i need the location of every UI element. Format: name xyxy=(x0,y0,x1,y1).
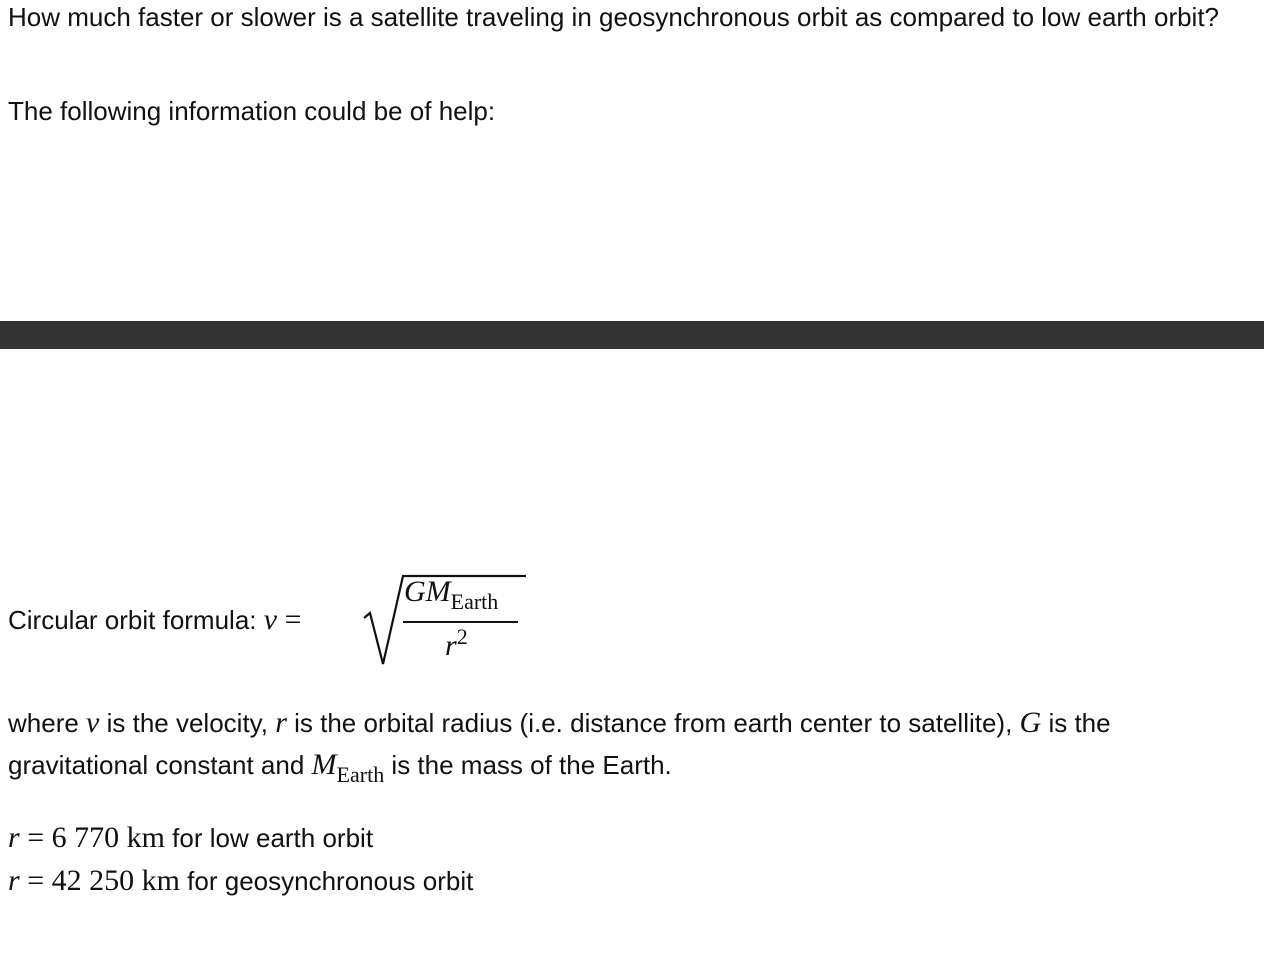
explanation-text: is the orbital radius (i.e. distance from earth center to satellite), xyxy=(286,708,1020,738)
mass-symbol: M xyxy=(311,748,337,781)
radius-value: 42 250 xyxy=(51,864,135,897)
circular-orbit-formula xyxy=(8,572,908,668)
formula-denominator xyxy=(445,624,468,669)
denominator-symbol: r xyxy=(445,629,457,662)
explanation-text: is the mass of the Earth. xyxy=(384,750,672,780)
radius-unit: km xyxy=(119,821,165,854)
explanation-text: is the velocity, xyxy=(99,708,276,738)
numerator-symbol: GM xyxy=(404,575,451,608)
divider-bar xyxy=(0,321,1264,349)
velocity-symbol: v xyxy=(86,706,100,739)
radius-description: for geosynchronous orbit xyxy=(179,866,474,896)
radius-symbol: r xyxy=(275,706,287,739)
radius-description: for low earth orbit xyxy=(164,823,374,853)
mass-subscript: Earth xyxy=(336,762,385,787)
formula-numerator xyxy=(404,574,498,615)
question-text: How much faster or slower is a satellite traveling in geosynchronous orbit as compared to low earth orbit? xyxy=(8,2,1220,32)
radius-symbol: r xyxy=(8,864,20,897)
denominator-exponent: 2 xyxy=(456,624,468,649)
helper-text: The following information could be of help: xyxy=(8,96,496,126)
gravitational-constant-symbol: G xyxy=(1019,706,1042,739)
formula-label-line xyxy=(8,604,301,636)
geosynchronous-orbit-radius xyxy=(8,861,473,901)
equals-sign: = xyxy=(19,821,52,854)
formula-equals: = xyxy=(277,603,302,636)
radius-unit: km xyxy=(134,864,180,897)
formula-velocity-symbol: v xyxy=(263,603,278,636)
fraction-bar xyxy=(403,621,518,623)
explanation-text: where xyxy=(8,708,87,738)
radius-value: 6 770 xyxy=(51,821,120,854)
explanation-text: is the gravitational constant and xyxy=(8,708,1111,780)
formula-label: Circular orbit formula: xyxy=(8,605,264,635)
equals-sign: = xyxy=(19,864,52,897)
variable-explanation xyxy=(8,702,1248,788)
low-earth-orbit-radius xyxy=(8,818,373,858)
numerator-subscript: Earth xyxy=(450,589,499,614)
radius-symbol: r xyxy=(8,821,20,854)
